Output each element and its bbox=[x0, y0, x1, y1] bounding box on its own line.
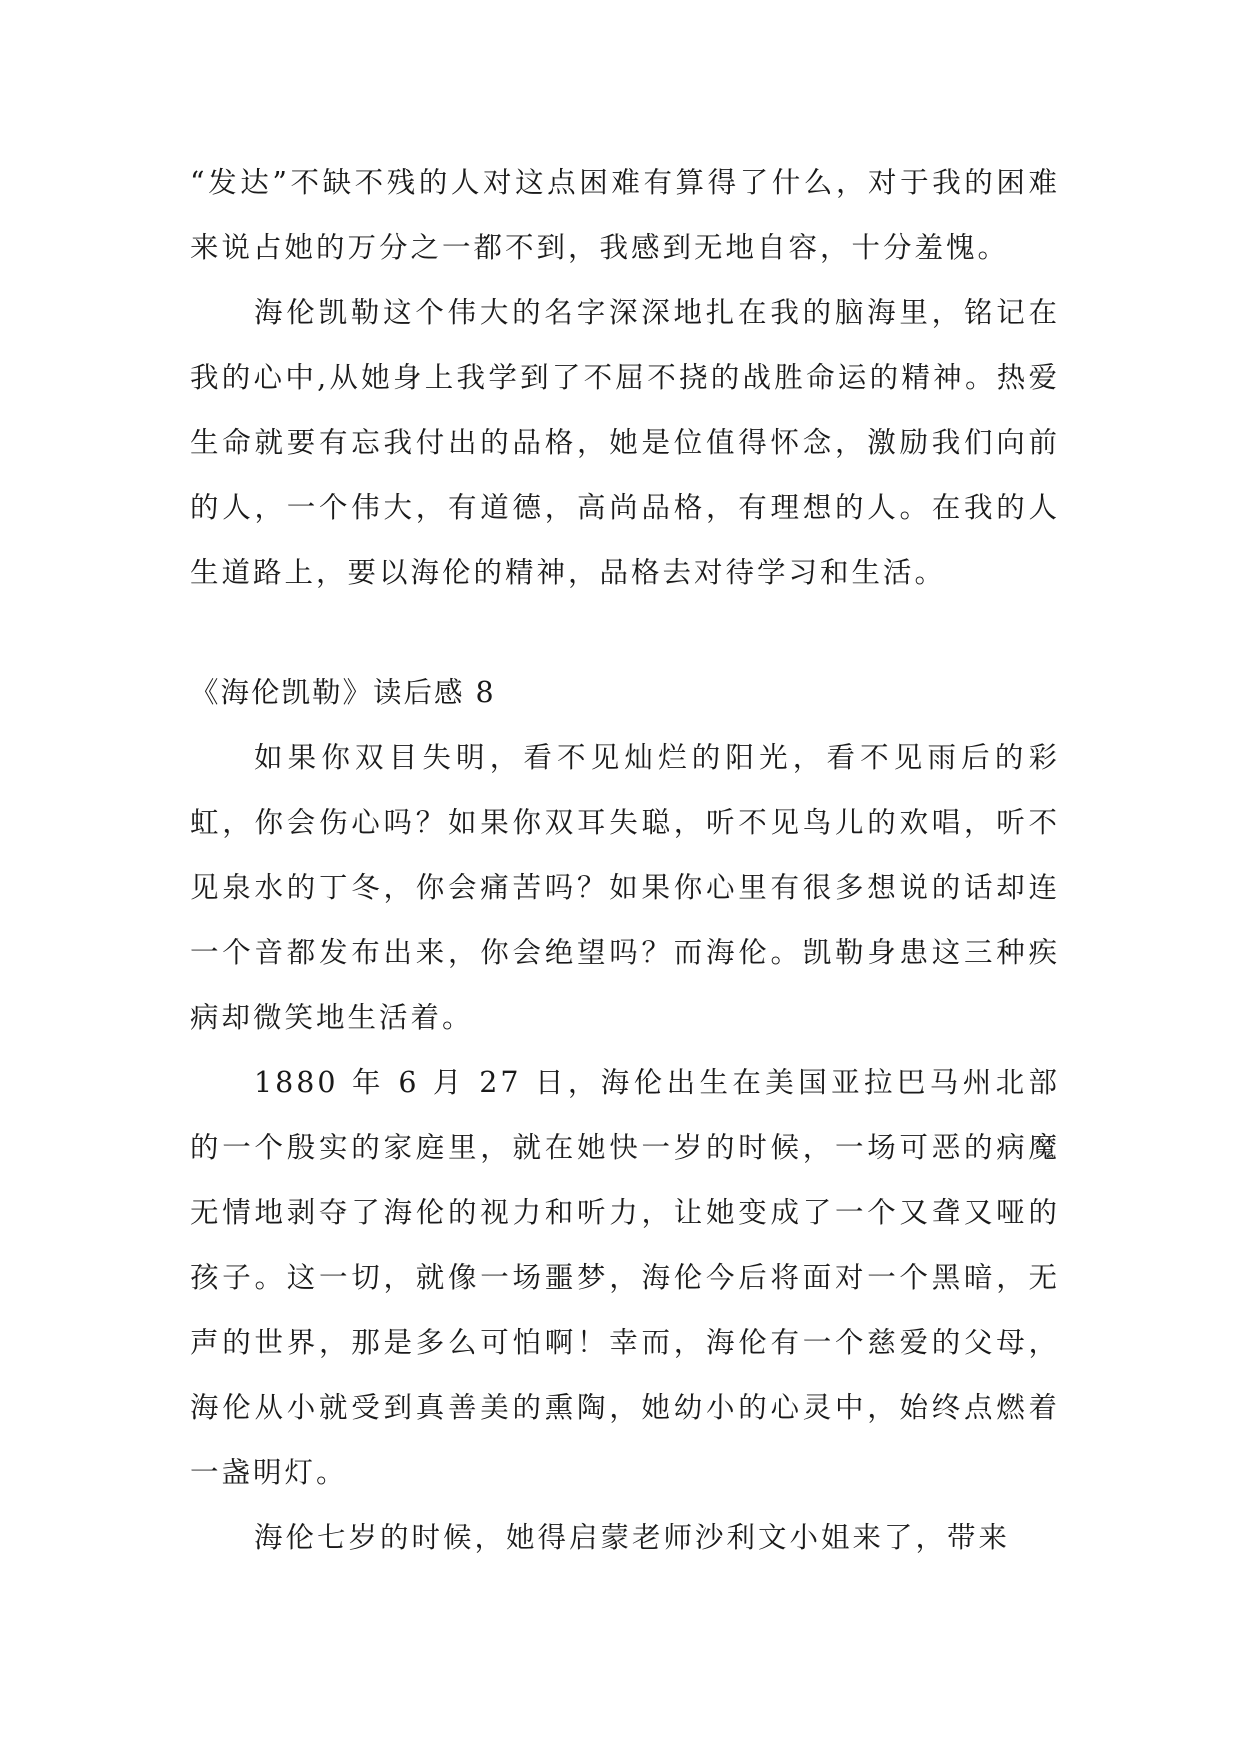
section-heading: 《海伦凯勒》读后感 8 bbox=[190, 676, 496, 709]
paragraph-1: “发达”不缺不残的人对这点困难有算得了什么，对于我的困难来说占她的万分之一都不到，我感到无地自容，十分羞愧。 bbox=[190, 166, 1060, 264]
paragraph-2: 海伦凯勒这个伟大的名字深深地扎在我的脑海里，铭记在我的心中,从她身上我学到了不屈不挠的战胜命运的精神。热爱生命就要有忘我付出的品格，她是位值得怀念，激励我们向前的人，一个伟大，有道德，高尚品格，有理想的人。在我的人生道路上，要以海伦的精神，品格去对待学习和生活。 bbox=[190, 296, 1060, 589]
paragraph-5: 海伦七岁的时候，她得启蒙老师沙利文小姐来了，带来 bbox=[254, 1521, 1011, 1554]
section-spacer bbox=[190, 605, 1060, 660]
paragraph-4: 1880 年 6 月 27 日，海伦出生在美国亚拉巴马州北部的一个殷实的家庭里，就在她快一岁的时候，一场可恶的病魔无情地剥夺了海伦的视力和听力，让她变成了一个又聋又哑的孩子。这一切，就像一场噩梦，海伦今后将面对一个黑暗，无声的世界，那是多么可怕啊！幸而，海伦有一个慈爱的父母，海伦从小就受到真善美的熏陶，她幼小的心灵中，始终点燃着一盏明灯。 bbox=[190, 1066, 1060, 1489]
document-page bbox=[190, 150, 1060, 1570]
paragraph-3: 如果你双目失明，看不见灿烂的阳光，看不见雨后的彩虹，你会伤心吗？如果你双耳失聪，听不见鸟儿的欢唱，听不见泉水的丁冬，你会痛苦吗？如果你心里有很多想说的话却连一个音都发布出来，你会绝望吗？而海伦。凯勒身患这三种疾病却微笑地生活着。 bbox=[190, 741, 1060, 1034]
